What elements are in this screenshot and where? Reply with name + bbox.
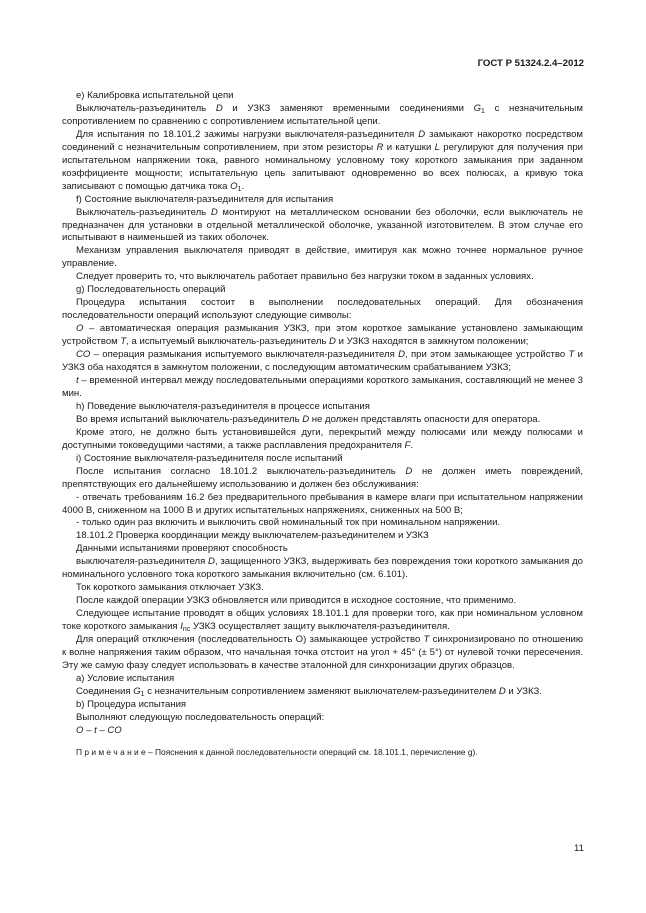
document-body [62, 90, 583, 759]
text-line: g) Последовательность операций [76, 284, 226, 296]
text-line: h) Поведение выключателя-разъединителя в процессе испытания [76, 400, 370, 412]
text-line: выключателя-разъединителя D, защищенного УЗКЗ, выдерживать без повреждения токи короткого замыкания до номинального условного тока короткого замыкания включительно (см. 6.101). [62, 556, 583, 581]
text-line: t – временной интервал между последовательными операциями короткого замыкания, составляющий не менее 3 мин. [62, 374, 583, 399]
note-text: – Пояснения к данной последовательности операций см. 18.101.1, перечисление g). [145, 746, 478, 757]
text-line: Кроме этого, не должно быть установившейся дуги, перекрытий между полюсами или между полюсами и доступными токоведущими частями, а также расплавления предохранителя F. [62, 426, 583, 451]
text-line: Выполняют следующую последовательность операций: [76, 711, 325, 723]
text-line: f) Состояние выключателя-разъединителя для испытания [76, 193, 334, 205]
text-line: Ток короткого замыкания отключает УЗКЗ. [76, 582, 264, 594]
text-line: Следует проверить то, что выключатель работает правильно без нагрузки током в заданных условиях. [76, 271, 534, 283]
text-line: Механизм управления выключателя приводят в действие, имитируя как можно точнее нормальное ручное управление. [62, 245, 583, 270]
note [62, 746, 583, 759]
text-line: a) Условие испытания [76, 672, 175, 684]
text-line: e) Калибровка испытательной цепи [76, 90, 234, 101]
text-line: b) Процедура испытания [76, 698, 187, 710]
text-line: - только один раз включить и выключить свой номинальный ток при номинальном напряжении. [76, 517, 501, 529]
text-line: Следующее испытание проводят в общих условиях 18.101.1 для проверки того, как при номинальном условном токе короткого замыкания $I_{nc}$ УЗКЗ осуществляет защиту выключателя-разъединителя. [62, 608, 583, 634]
text-line: Выключатель-разъединитель D монтируют на металлическом основании без оболочки, если выключатель не предназначен для установки в отдельной металлической оболочке, указанной изготовителем. В этом случае его испытывают в наименьшей из таких оболочек. [62, 206, 583, 244]
text-line: - отвечать требованиям 16.2 без предварительного пребывания в камере влаги при испытательном напряжении 4000 В, сниженном на 1000 В и других испытательных напряжениях, сниженных на 500 В; [62, 491, 583, 516]
text-line: Выключатель-разъединитель D и УЗКЗ заменяют временными соединениями $G_1$ с незначительным сопротивлением по сравнению с сопротивлением испытательной цепи. [62, 102, 583, 127]
text-line: O – t – CO [76, 724, 122, 736]
text-line: Соединения $G_1$ с незначительным сопротивлением заменяют выключателем-разъединителем D и УЗКЗ. [76, 685, 542, 698]
text-line: Для испытания по 18.101.2 зажимы нагрузки выключателя-разъединителя D замыкают накоротко посредством соединений с незначительным сопротивлением, при этом резисторы R и катушки L регулируют для получения при испытательном напряжении тока, равного номинальному условному току короткого замыкания при заданном коэффициенте мощности; испытательную цепь запитывают одновременно во всех полюсах, а кривую тока записывают с помощью датчика тока $O_1$. [62, 128, 583, 193]
document-header: ГОСТ Р 51324.2.4–2012 [477, 58, 584, 69]
text-line: Для операций отключения (последовательность O) замыкающее устройство T синхронизировано по отношению к волне напряжения таким образом, что начальная точка отстоит на угол + 45° (± 5°) от нулевой точки пересечения. Эту же самую фазу следует использовать в качестве эталонной для синхронизации других образцов. [62, 634, 583, 671]
text-line: i) Состояние выключателя-разъединителя после испытаний [76, 452, 343, 464]
text-line: Процедура испытания состоит в выполнении последовательных операций. Для обозначения последовательности операций используют следующие символы: [62, 297, 583, 322]
text-line: Во время испытаний выключатель-разъединитель D не должен представлять опасности для оператора. [76, 413, 541, 425]
page-number: 11 [574, 843, 584, 854]
text-line: После каждой операции УЗКЗ обновляется или приводится в исходное состояние, что применимо. [76, 595, 517, 607]
text-line: CO – операция размыкания испытуемого выключателя-разъединителя D, при этом замыкающее устройство T и УЗКЗ оба находятся в замкнутом положении, с последующим автоматическим срабатыванием УЗКЗ; [62, 349, 583, 374]
note-label: П р и м е ч а н и е [76, 746, 146, 757]
text-line: O – автоматическая операция размыкания УЗКЗ, при этом короткое замыкание установлено замыкающим устройством T, а испытуемый выключатель-разъединитель D и УЗКЗ находятся в замкнутом положении; [62, 323, 583, 348]
text-line: Данными испытаниями проверяют способность [76, 543, 288, 555]
text-line: После испытания согласно 18.101.2 выключатель-разъединитель D не должен иметь повреждений, препятствующих его дальнейшему использованию и должен без обслуживания: [62, 465, 583, 490]
text-line: 18.101.2 Проверка координации между выключателем-разъединителем и УЗКЗ [76, 530, 429, 542]
